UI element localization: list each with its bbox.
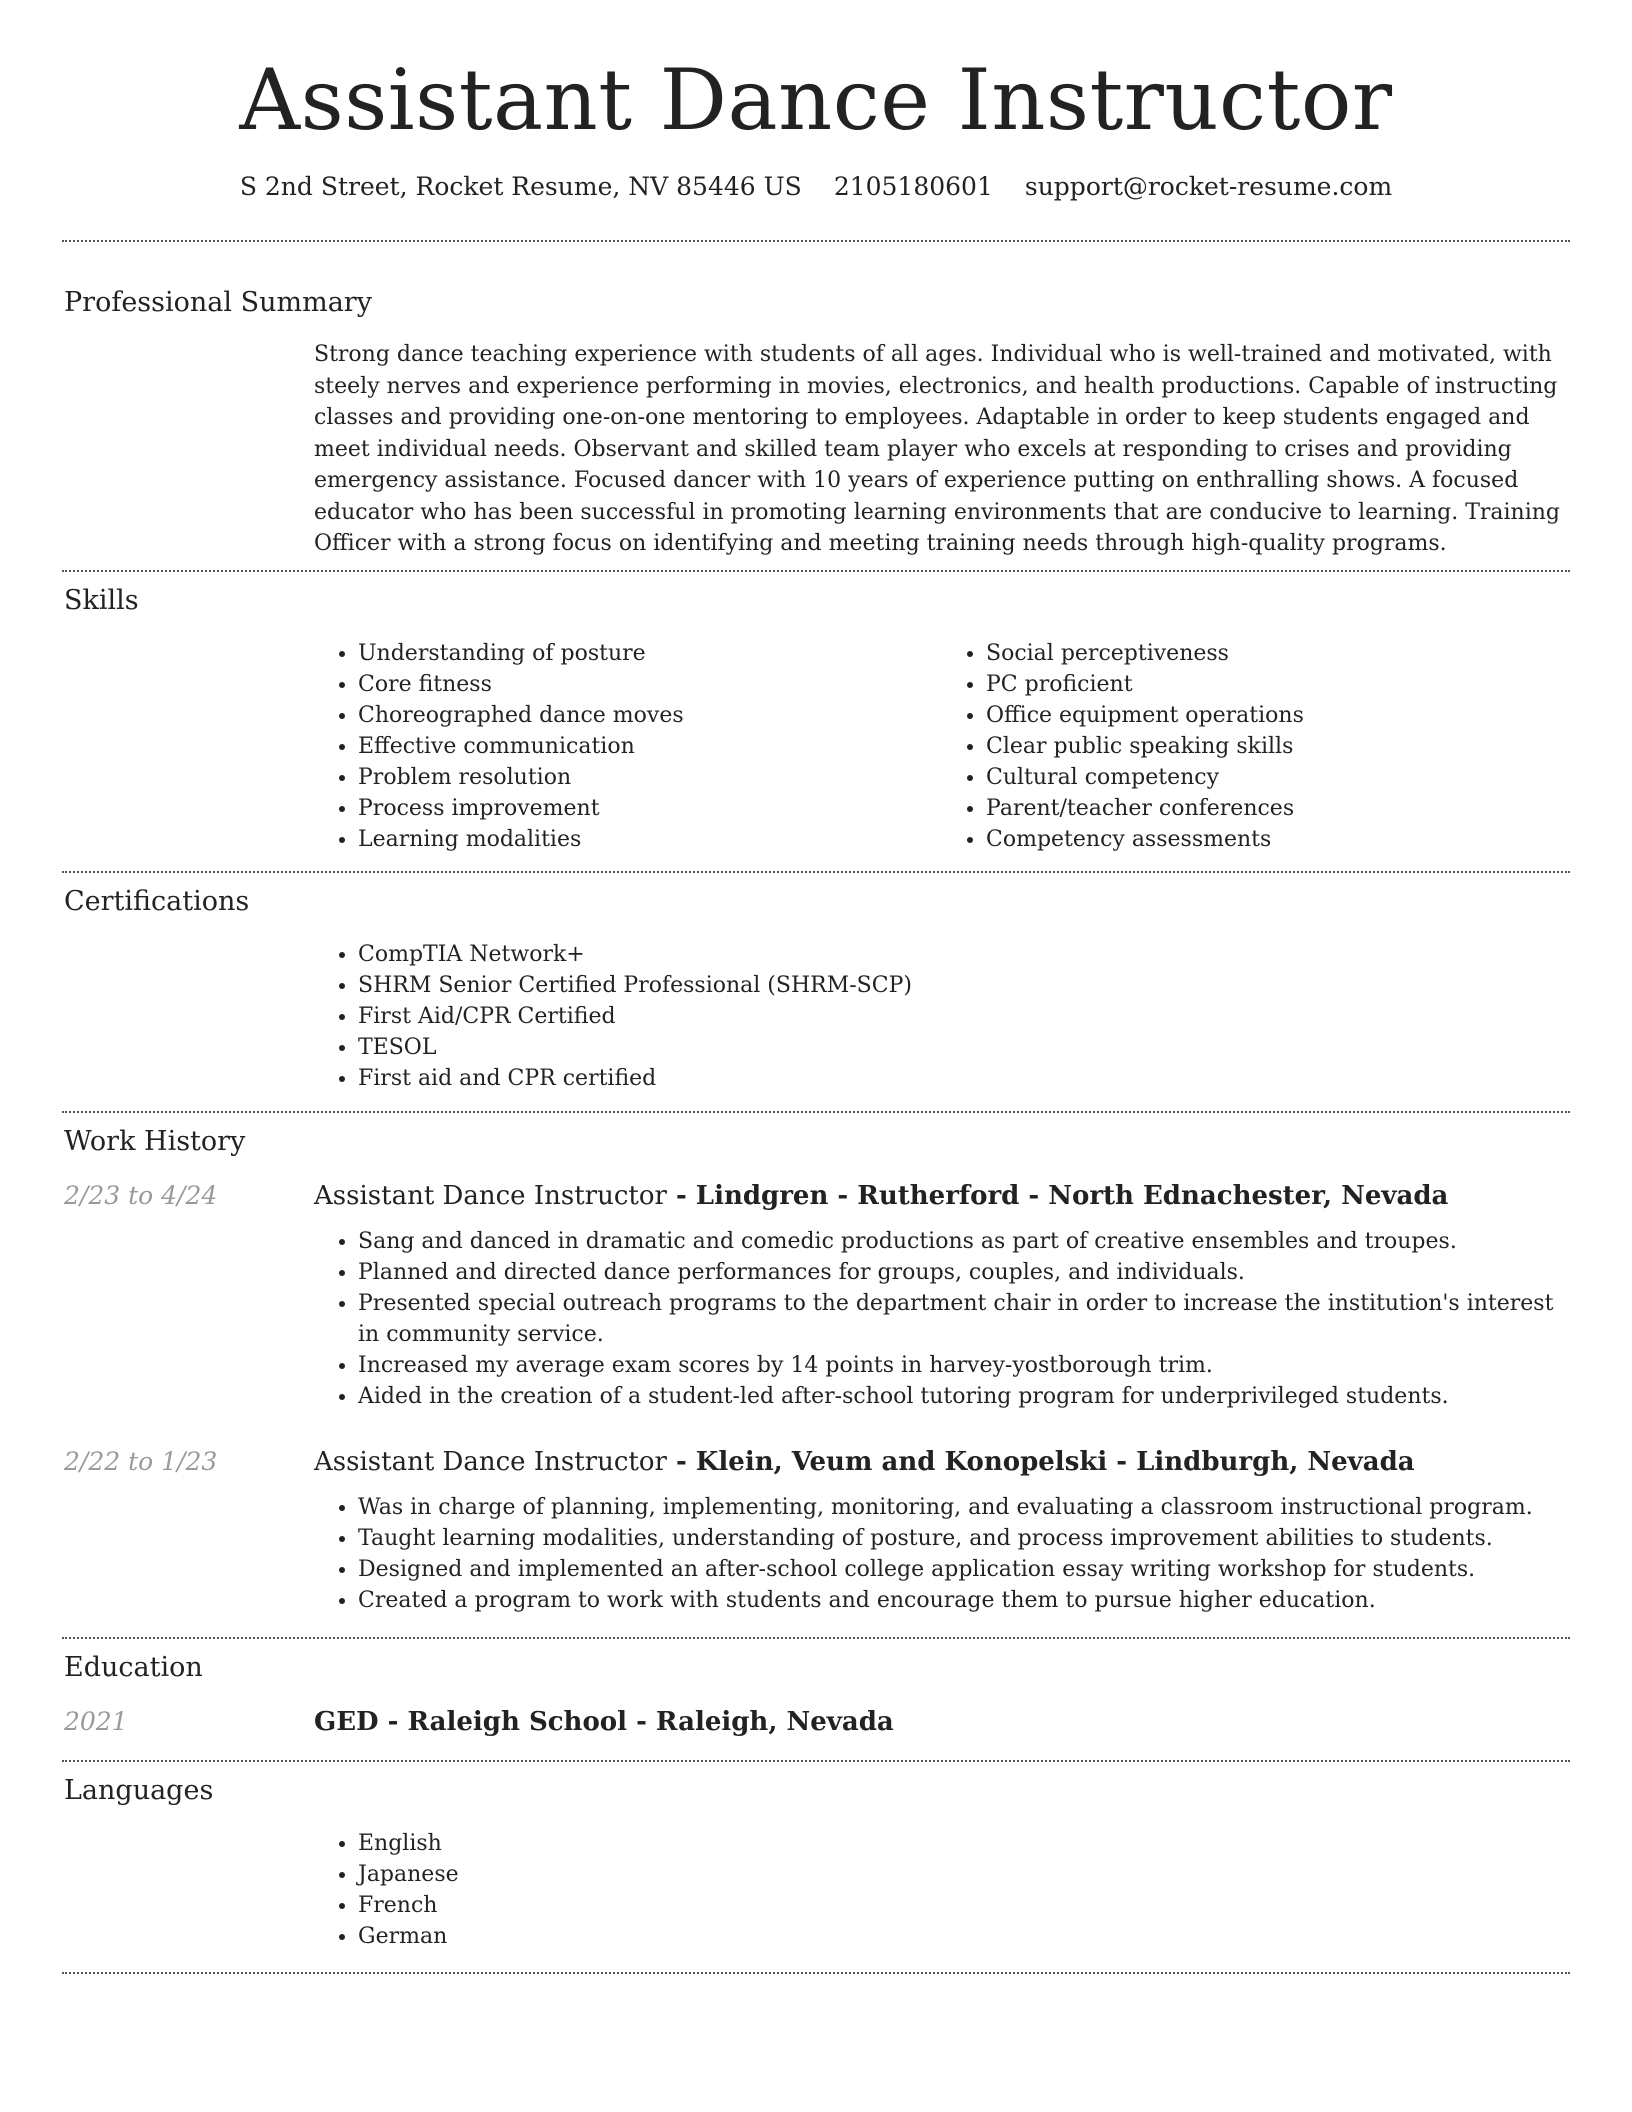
job-title (314, 1179, 1570, 1213)
job-details: - Klein, Veum and Konopelski - Lindburgh, Nevada (666, 1447, 1415, 1477)
list-item: • Increased my average exam scores by 14 points in harvey-yostborough trim. (358, 1350, 1570, 1381)
work-section (62, 1111, 1570, 1637)
skills-heading: Skills (64, 585, 139, 616)
list-item: • Aided in the creation of a student-led after-school tutoring program for underprivileged students. (358, 1381, 1570, 1412)
list-item: • Japanese (358, 1859, 1570, 1890)
list-item: • Choreographed dance moves (358, 700, 942, 731)
skills-list-left (314, 638, 942, 855)
list-item: • Problem resolution (358, 762, 942, 793)
list-item: • Sang and danced in dramatic and comedic productions as part of creative ensembles and troupes. (358, 1226, 1570, 1257)
certifications-section (62, 871, 1570, 1111)
list-item: • Created a program to work with students and encourage them to pursue higher education. (358, 1585, 1570, 1616)
list-item: • First Aid/CPR Certified (358, 1001, 1570, 1032)
list-item: • Competency assessments (986, 824, 1570, 855)
languages-heading: Languages (64, 1775, 214, 1806)
resume-name: Assistant Dance Instructor (239, 51, 1393, 149)
education-entry (64, 1705, 1570, 1739)
list-item: • Was in charge of planning, implementing, monitoring, and evaluating a classroom instructional program. (358, 1492, 1570, 1523)
contact-phone: 2105180601 (833, 172, 993, 201)
certifications-list (314, 939, 1570, 1094)
education-date: 2021 (64, 1707, 128, 1736)
education-title: GED - Raleigh School - Raleigh, Nevada (314, 1707, 894, 1737)
education-section (62, 1637, 1570, 1760)
job-title (314, 1445, 1570, 1479)
list-item: • CompTIA Network+ (358, 939, 1570, 970)
list-item: • TESOL (358, 1032, 1570, 1063)
certifications-heading: Certifications (64, 886, 250, 917)
work-heading: Work History (64, 1126, 246, 1157)
list-item: • SHRM Senior Certified Professional (SHRM-SCP) (358, 970, 1570, 1001)
languages-list (314, 1828, 1570, 1952)
job-role: Assistant Dance Instructor (314, 1447, 667, 1477)
list-item: • Core fitness (358, 669, 942, 700)
contact-line (0, 170, 1632, 204)
list-item: • Taught learning modalities, understanding of posture, and process improvement abilities to students. (358, 1523, 1570, 1554)
summary-section (62, 240, 1570, 570)
job-entry (64, 1179, 1570, 1412)
list-item: • German (358, 1921, 1570, 1952)
list-item: • English (358, 1828, 1570, 1859)
list-item: • Presented special outreach programs to the department chair in order to increase the institution's interest in community service. (358, 1288, 1570, 1350)
job-bullets (314, 1492, 1570, 1616)
education-heading: Education (64, 1652, 203, 1683)
summary-heading: Professional Summary (64, 287, 372, 318)
list-item: • PC proficient (986, 669, 1570, 700)
skills-section (62, 570, 1570, 871)
list-item: • Social perceptiveness (986, 638, 1570, 669)
list-item: • Clear public speaking skills (986, 731, 1570, 762)
job-entry (64, 1445, 1570, 1616)
list-item: • Understanding of posture (358, 638, 942, 669)
job-date: 2/23 to 4/24 (64, 1181, 218, 1210)
list-item: • Effective communication (358, 731, 942, 762)
contact-email: support@rocket-resume.com (1024, 172, 1393, 201)
languages-section (62, 1760, 1570, 1974)
job-details: - Lindgren - Rutherford - North Ednachester, Nevada (666, 1181, 1449, 1211)
job-role: Assistant Dance Instructor (314, 1181, 667, 1211)
list-item: • Office equipment operations (986, 700, 1570, 731)
skills-columns (314, 638, 1570, 855)
list-item: • Process improvement (358, 793, 942, 824)
skills-list-right (942, 638, 1570, 855)
job-date: 2/22 to 1/23 (64, 1447, 218, 1476)
list-item: • Learning modalities (358, 824, 942, 855)
summary-text: Strong dance teaching experience with students of all ages. Individual who is well-trained and motivated, with steely nerves and experience performing in movies, electronics, and health productions. Capable of instructing classes and providing one-on-one mentoring to employees. Adaptable in order to keep students engaged and meet individual needs. Observant and skilled team player who excels at responding to crises and providing emergency assistance. Focused dancer with 10 years of experience putting on enthralling shows. A focused educator who has been successful in promoting learning environments that are conducive to learning. Training Officer with a strong focus on identifying and meeting training needs through high-quality programs. (314, 342, 1561, 556)
list-item: • French (358, 1890, 1570, 1921)
list-item: • Parent/teacher conferences (986, 793, 1570, 824)
job-bullets (314, 1226, 1570, 1412)
list-item: • Planned and directed dance performances for groups, couples, and individuals. (358, 1257, 1570, 1288)
list-item: • Cultural competency (986, 762, 1570, 793)
list-item: • First aid and CPR certified (358, 1063, 1570, 1094)
list-item: • Designed and implemented an after-school college application essay writing workshop for students. (358, 1554, 1570, 1585)
contact-address: S 2nd Street, Rocket Resume, NV 85446 US (239, 172, 802, 201)
